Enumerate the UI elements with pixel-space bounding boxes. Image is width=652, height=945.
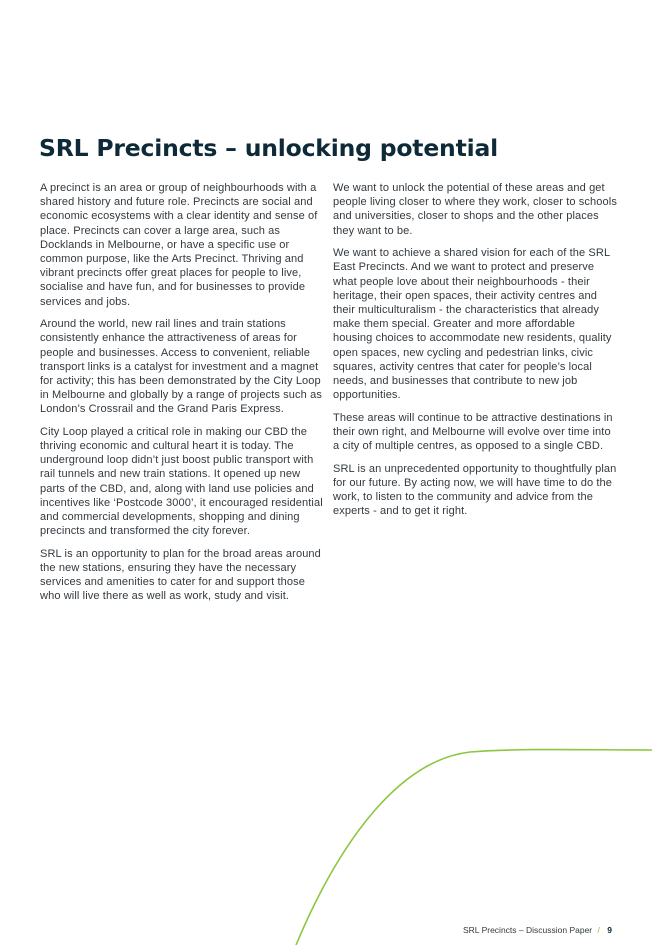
right-paragraph-4: SRL is an unprecedented opportunity to thoughtfully plan for our future. By acting now, we will have time to do the work, to listen to the community and advice from the experts - and to get it right. bbox=[333, 462, 617, 518]
right-column bbox=[333, 181, 617, 527]
right-paragraph-1: We want to unlock the potential of these areas and get people living closer to where they work, closer to schools and universities, closer to shops and the other places they want to be. bbox=[333, 182, 617, 237]
left-paragraph-1: A precinct is an area or group of neighbourhoods with a shared history and future role. Precincts are social and economic ecosystems with a clear identity and sense of place. Precincts can cover a large area, such as Docklands in Melbourne, or have a specific use or common purpose, like the Arts Precinct. Thriving and vibrant precincts offer great places for people to live, socialise and have fun, and for businesses to provide services and jobs. bbox=[40, 182, 318, 308]
right-paragraph-2: We want to achieve a shared vision for each of the SRL East Precincts. And we want to protect and preserve what people love about their neighbourhoods - their heritage, their open spaces, their activity centres and their multiculturalism - the characteristics that already make them special. Greater and more affordable housing choices to accommodate new residents, quality open spaces, new cycling and pedestrian links, civic squares, activity centres that cater for people’s local needs, and businesses that contribute to new job opportunities. bbox=[333, 247, 612, 402]
footer-doc-title: SRL Precincts – Discussion Paper bbox=[463, 925, 593, 935]
left-paragraph-3: City Loop played a critical role in making our CBD the thriving economic and cultural heart it is today. The underground loop didn’t just boost public transport with rail tunnels and new train stations. It opened up new parts of the CBD, and, along with land use policies and incentives like ‘Postcode 3000’, it encouraged residential and commercial developments, shopping and dining precincts and transformed the city forever. bbox=[40, 425, 323, 538]
footer-separator: / bbox=[597, 925, 600, 935]
left-paragraph-2: Around the world, new rail lines and train stations consistently enhance the attractiveness of areas for people and businesses. Access to convenient, reliable transport links is a catalyst for investment and a magnet for activity; this has been demonstrated by the City Loop in Melbourne and globally by a range of projects such as London’s Crossrail and the Grand Paris Express. bbox=[40, 318, 322, 416]
left-paragraph-4: SRL is an opportunity to plan for the broad areas around the new stations, ensuring they have the necessary services and amenities to cater for and support those who will live there as well as work, study and visit. bbox=[40, 547, 321, 603]
page-title: SRL Precincts – unlocking potential bbox=[39, 134, 498, 162]
green-curve-path bbox=[296, 750, 652, 945]
page-number: 9 bbox=[607, 925, 612, 935]
left-column bbox=[40, 181, 324, 612]
right-paragraph-3: These areas will continue to be attractive destinations in their own right, and Melbourne will evolve over time into a city of multiple centres, as opposed to a single CBD. bbox=[333, 411, 613, 453]
page-footer bbox=[463, 925, 612, 935]
